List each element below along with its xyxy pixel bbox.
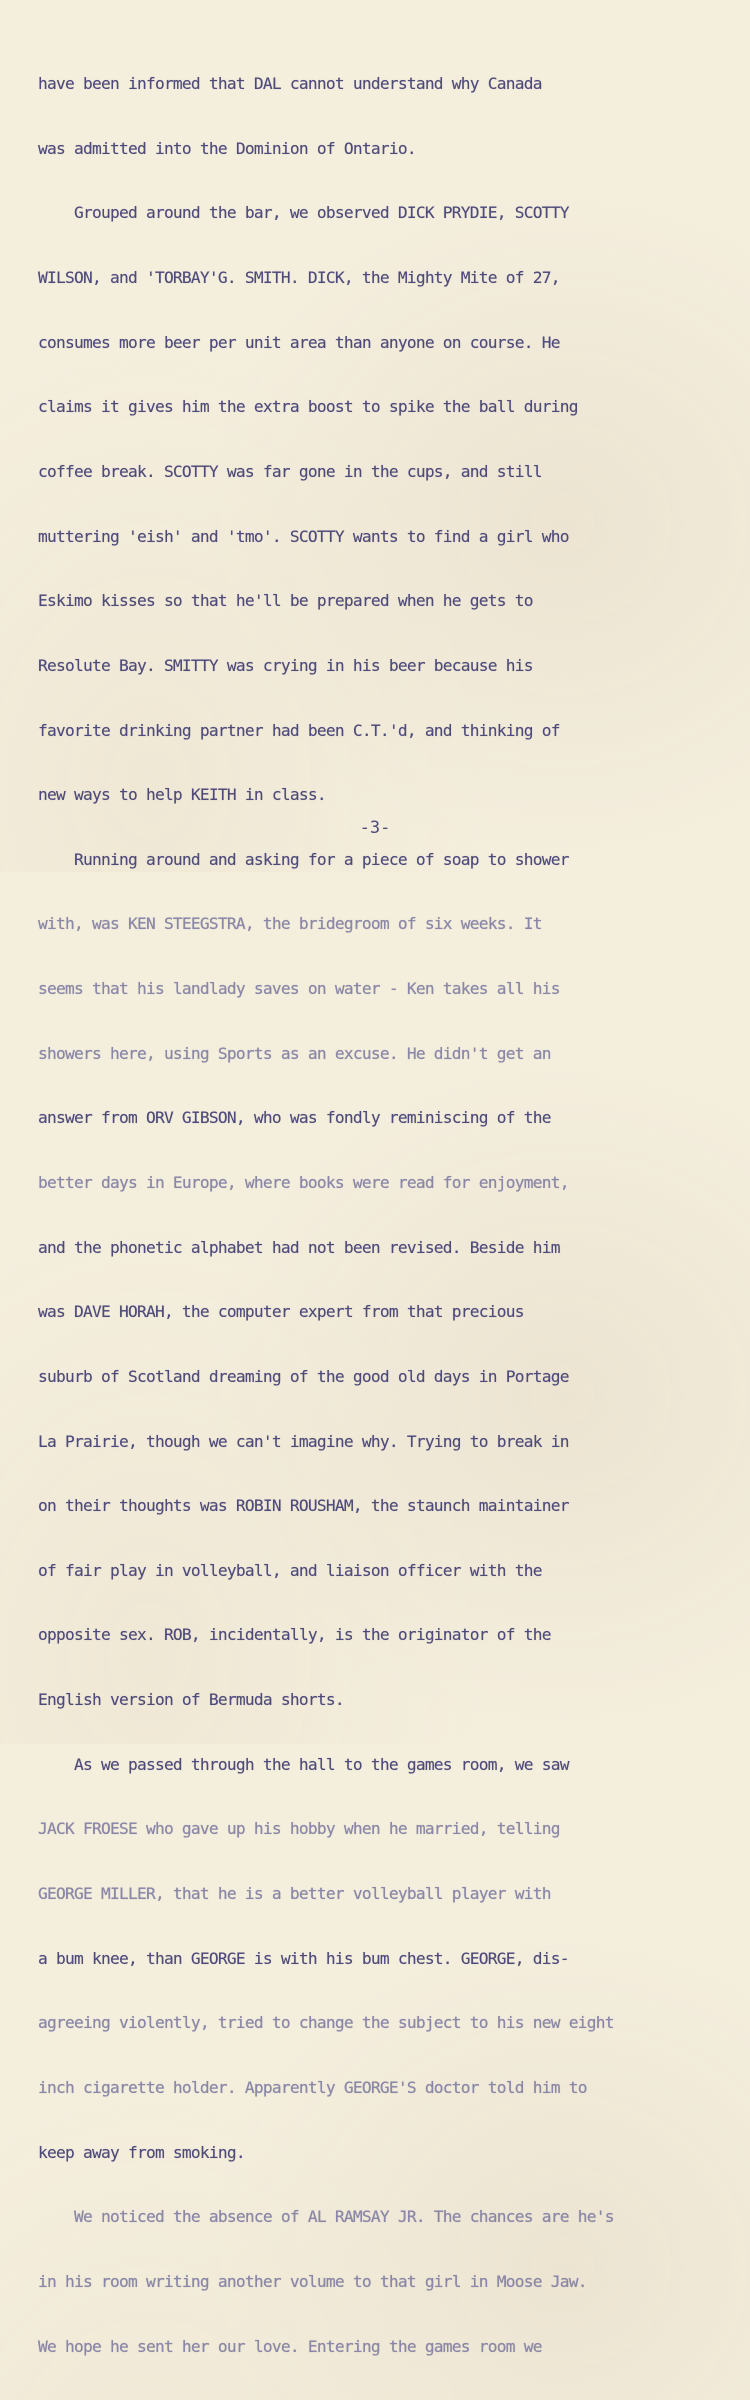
text-line: on their thoughts was ROBIN ROUSHAM, the staunch maintainer xyxy=(38,1496,569,1516)
text-line: suburb of Scotland dreaming of the good old days in Portage xyxy=(38,1366,569,1386)
text-line: Running around and asking for a piece of soap to shower xyxy=(38,849,569,869)
text-line: muttering 'eish' and 'tmo'. SCOTTY wants to find a girl who xyxy=(38,526,569,546)
text-line: JACK FROESE who gave up his hobby when he married, telling xyxy=(38,1819,560,1839)
text-line: WILSON, and 'TORBAY'G. SMITH. DICK, the Mighty Mite of 27, xyxy=(38,268,560,288)
text-line: a bum knee, than GEORGE is with his bum chest. GEORGE, dis- xyxy=(38,1948,569,1968)
page-number: -3- xyxy=(359,818,391,838)
text-line: claims it gives him the extra boost to spike the ball during xyxy=(38,397,578,417)
text-line: better days in Europe, where books were read for enjoyment, xyxy=(38,1172,569,1192)
text-line: and the phonetic alphabet had not been revised. Beside him xyxy=(38,1237,560,1257)
text-line: consumes more beer per unit area than anyone on course. He xyxy=(38,332,560,352)
text-line: in his room writing another volume to that girl in Moose Jaw. xyxy=(38,2271,587,2291)
text-line: As we passed through the hall to the games room, we saw xyxy=(38,1754,569,1774)
text-line: agreeing violently, tried to change the subject to his new eight xyxy=(38,2013,614,2033)
typed-text-body xyxy=(38,30,738,2400)
text-line: coffee break. SCOTTY was far gone in the cups, and still xyxy=(38,461,542,481)
text-line: was admitted into the Dominion of Ontario. xyxy=(38,138,416,158)
text-line: was DAVE HORAH, the computer expert from that precious xyxy=(38,1302,524,1322)
text-line: have been informed that DAL cannot understand why Canada xyxy=(38,74,542,94)
text-line: favorite drinking partner had been C.T.'d, and thinking of xyxy=(38,720,560,740)
text-line: GEORGE MILLER, that he is a better volleyball player with xyxy=(38,1884,551,1904)
text-line: opposite sex. ROB, incidentally, is the originator of the xyxy=(38,1625,551,1645)
text-line: La Prairie, though we can't imagine why. Trying to break in xyxy=(38,1431,569,1451)
text-line: new ways to help KEITH in class. xyxy=(38,785,326,805)
text-line: Grouped around the bar, we observed DICK PRYDIE, SCOTTY xyxy=(38,203,569,223)
text-line: We hope he sent her our love. Entering the games room we xyxy=(38,2336,542,2356)
text-line: inch cigarette holder. Apparently GEORGE'S doctor told him to xyxy=(38,2077,587,2097)
text-line: showers here, using Sports as an excuse. He didn't get an xyxy=(38,1043,551,1063)
text-line: We noticed the absence of AL RAMSAY JR. The chances are he's xyxy=(38,2207,614,2227)
text-line: of fair play in volleyball, and liaison officer with the xyxy=(38,1560,542,1580)
text-line: answer from ORV GIBSON, who was fondly reminiscing of the xyxy=(38,1108,551,1128)
text-line: Resolute Bay. SMITTY was crying in his beer because his xyxy=(38,655,533,675)
text-line: with, was KEN STEEGSTRA, the bridegroom of six weeks. It xyxy=(38,914,542,934)
text-line: seems that his landlady saves on water - Ken takes all his xyxy=(38,979,560,999)
text-line: keep away from smoking. xyxy=(38,2142,245,2162)
text-line: English version of Bermuda shorts. xyxy=(38,1690,344,1710)
text-line: Eskimo kisses so that he'll be prepared when he gets to xyxy=(38,591,533,611)
